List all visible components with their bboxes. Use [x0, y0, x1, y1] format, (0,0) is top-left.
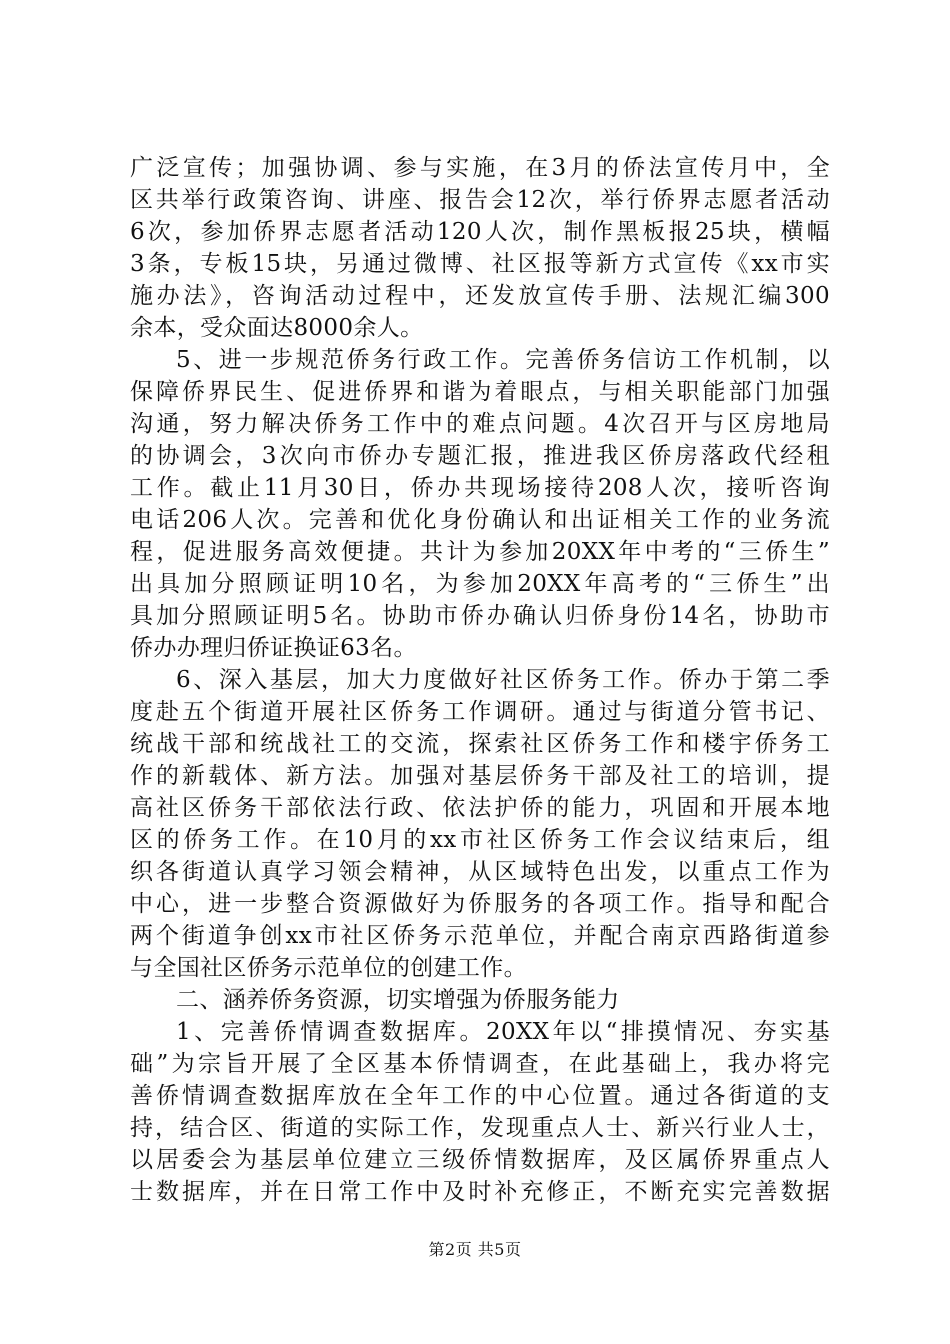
text-line: 1、完善侨情调查数据库。20XX年以“排摸情况、夯实基	[176, 1019, 830, 1045]
text-line: 6次，参加侨界志愿者活动120人次，制作黑板报25块，横幅	[130, 219, 830, 245]
text-line: 3条，专板15块，另通过微博、社区报等新方式宣传《xx市实	[130, 251, 830, 277]
text-line: 电话206人次。完善和优化身份确认和出证相关工作的业务流	[130, 507, 830, 533]
text-line: 统战干部和统战社工的交流，探索社区侨务工作和楼宇侨务工	[130, 731, 830, 757]
text-line: 保障侨界民生、促进侨界和谐为着眼点，与相关职能部门加强	[130, 379, 830, 405]
text-line: 工作。截止11月30日，侨办共现场接待208人次，接听咨询	[130, 475, 830, 501]
text-line: 广泛宣传；加强协调、参与实施，在3月的侨法宣传月中，全	[130, 155, 830, 181]
text-line: 与全国社区侨务示范单位的创建工作。	[130, 955, 527, 981]
text-line: 具加分照顾证明5名。协助市侨办确认归侨身份14名，协助市	[130, 603, 830, 629]
text-line: 沟通，努力解决侨务工作中的难点问题。4次召开与区房地局	[130, 411, 830, 437]
text-line: 区共举行政策咨询、讲座、报告会12次，举行侨界志愿者活动	[130, 187, 830, 213]
text-line: 持，结合区、街道的实际工作，发现重点人士、新兴行业人士，	[130, 1115, 830, 1141]
text-line: 程，促进服务高效便捷。共计为参加20XX年中考的“三侨生”	[130, 539, 830, 565]
text-line: 士数据库，并在日常工作中及时补充修正，不断充实完善数据	[130, 1179, 830, 1205]
text-line: 以居委会为基层单位建立三级侨情数据库，及区属侨界重点人	[130, 1147, 830, 1173]
text-line: 出具加分照顾证明10名，为参加20XX年高考的“三侨生”出	[130, 571, 830, 597]
text-line: 中心，进一步整合资源做好为侨服务的各项工作。指导和配合	[130, 891, 830, 917]
text-line: 施办法》，咨询活动过程中，还发放宣传手册、法规汇编300	[130, 283, 830, 309]
text-line: 区的侨务工作。在10月的xx市社区侨务工作会议结束后，组	[130, 827, 830, 853]
text-line: 作的新载体、新方法。加强对基层侨务干部及社工的培训，提	[130, 763, 830, 789]
text-line: 善侨情调查数据库放在全年工作的中心位置。通过各街道的支	[130, 1083, 830, 1109]
text-line: 织各街道认真学习领会精神，从区域特色出发，以重点工作为	[130, 859, 830, 885]
text-line: 的协调会，3次向市侨办专题汇报，推进我区侨房落政代经租	[130, 443, 830, 469]
page-footer: 第2页 共5页	[428, 1240, 522, 1259]
text-line: 侨办办理归侨证换证63名。	[130, 635, 417, 661]
text-line: 高社区侨务干部依法行政、依法护侨的能力，巩固和开展本地	[130, 795, 830, 821]
body-text	[130, 152, 830, 1208]
text-line: 二、涵养侨务资源，切实增强为侨服务能力	[176, 987, 620, 1013]
text-line: 两个街道争创xx市社区侨务示范单位，并配合南京西路街道参	[130, 923, 830, 949]
text-line: 5、进一步规范侨务行政工作。完善侨务信访工作机制，以	[176, 347, 830, 373]
text-line: 础”为宗旨开展了全区基本侨情调查，在此基础上，我办将完	[130, 1051, 830, 1077]
text-line: 余本，受众面达8000余人。	[130, 315, 424, 341]
text-line: 6、深入基层，加大力度做好社区侨务工作。侨办于第二季	[176, 667, 830, 693]
text-line: 度赴五个街道开展社区侨务工作调研。通过与街道分管书记、	[130, 699, 830, 725]
